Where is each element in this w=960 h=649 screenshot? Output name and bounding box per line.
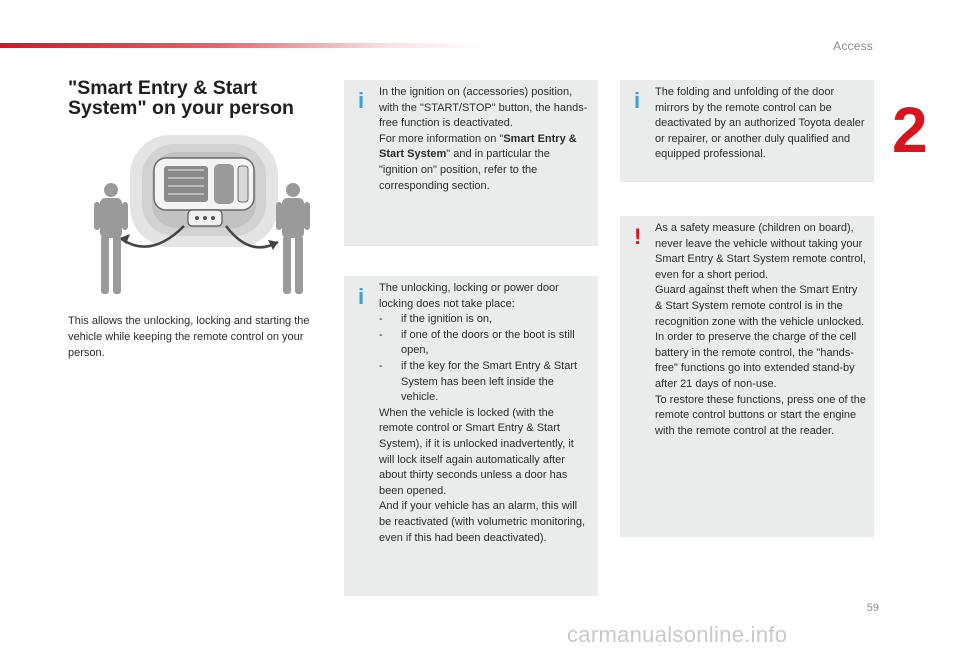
locking-note-para1: When the vehicle is locked (with the remote control or Smart Entry & Start System), if it is unlocked inadvertently, it will lock itself again automatically after about thirty seconds unless a door has been opened. bbox=[379, 406, 574, 497]
car-top-view-icon bbox=[154, 158, 254, 210]
remote-key-icon bbox=[188, 210, 222, 226]
safety-note-p1: As a safety measure (children on board), never leave the vehicle without taking your Smart Entry & Start System remote control, even for a short period. bbox=[655, 222, 866, 281]
page-number: 59 bbox=[866, 602, 879, 614]
list-item: - if the key for the Smart Entry & Start System has been left inside the vehicle. bbox=[379, 359, 578, 404]
person-right-icon bbox=[276, 183, 310, 294]
watermark: carmanualsonline.info bbox=[567, 622, 788, 647]
intro-text: This allows the unlocking, locking and starting the vehicle while keeping the remote control on your person. bbox=[68, 315, 310, 359]
info-icon: i bbox=[358, 88, 365, 113]
header-accent-bar bbox=[0, 43, 480, 48]
locking-note-intro: The unlocking, locking or power door locking does not take place: bbox=[379, 282, 559, 310]
info-box-locking-conditions bbox=[344, 276, 598, 596]
ignition-note-line2: For more information on "Smart Entry & Start System" and in particular the "ignition on" position, refer to the corresponding section. bbox=[379, 132, 577, 192]
ignition-note-line1: In the ignition on (accessories) position, with the "START/STOP" button, the hands-free function is deactivated. bbox=[379, 86, 588, 130]
page-heading: "Smart Entry & Start System" on your person bbox=[68, 77, 294, 119]
info-box-mirrors bbox=[620, 80, 874, 182]
list-item: - if the ignition is on, bbox=[379, 313, 493, 326]
warning-box-safety bbox=[620, 216, 874, 537]
section-title: Access bbox=[833, 39, 873, 53]
locking-note-para2: And if your vehicle has an alarm, this will be reactivated (with volumetric monitoring, even if this had been deactivated). bbox=[379, 500, 586, 544]
info-box-ignition bbox=[344, 80, 598, 246]
chapter-number: 2 bbox=[892, 94, 928, 166]
safety-note-p3: In order to preserve the charge of the cell battery in the remote control, the "hands-free" functions go into extended stand-by after 21 days of non-use. bbox=[655, 331, 857, 390]
safety-note-p4: To restore these functions, press one of the remote control buttons or start the engine with the remote control at the reader. bbox=[655, 393, 866, 437]
list-item: - if one of the doors or the boot is still open, bbox=[379, 328, 575, 357]
info-icon: i bbox=[358, 284, 365, 309]
smart-entry-illustration bbox=[80, 130, 330, 302]
warning-icon: ! bbox=[634, 224, 642, 249]
info-icon: i bbox=[634, 88, 641, 113]
mirrors-note-text: The folding and unfolding of the door mirrors by the remote control can be deactivated by an authorized Toyota dealer or repairer, or another duly qualified and equipped professional. bbox=[655, 86, 865, 161]
safety-note-p2: Guard against theft when the Smart Entry & Start System remote control is in the recognition zone with the vehicle unlocked. bbox=[655, 284, 865, 328]
